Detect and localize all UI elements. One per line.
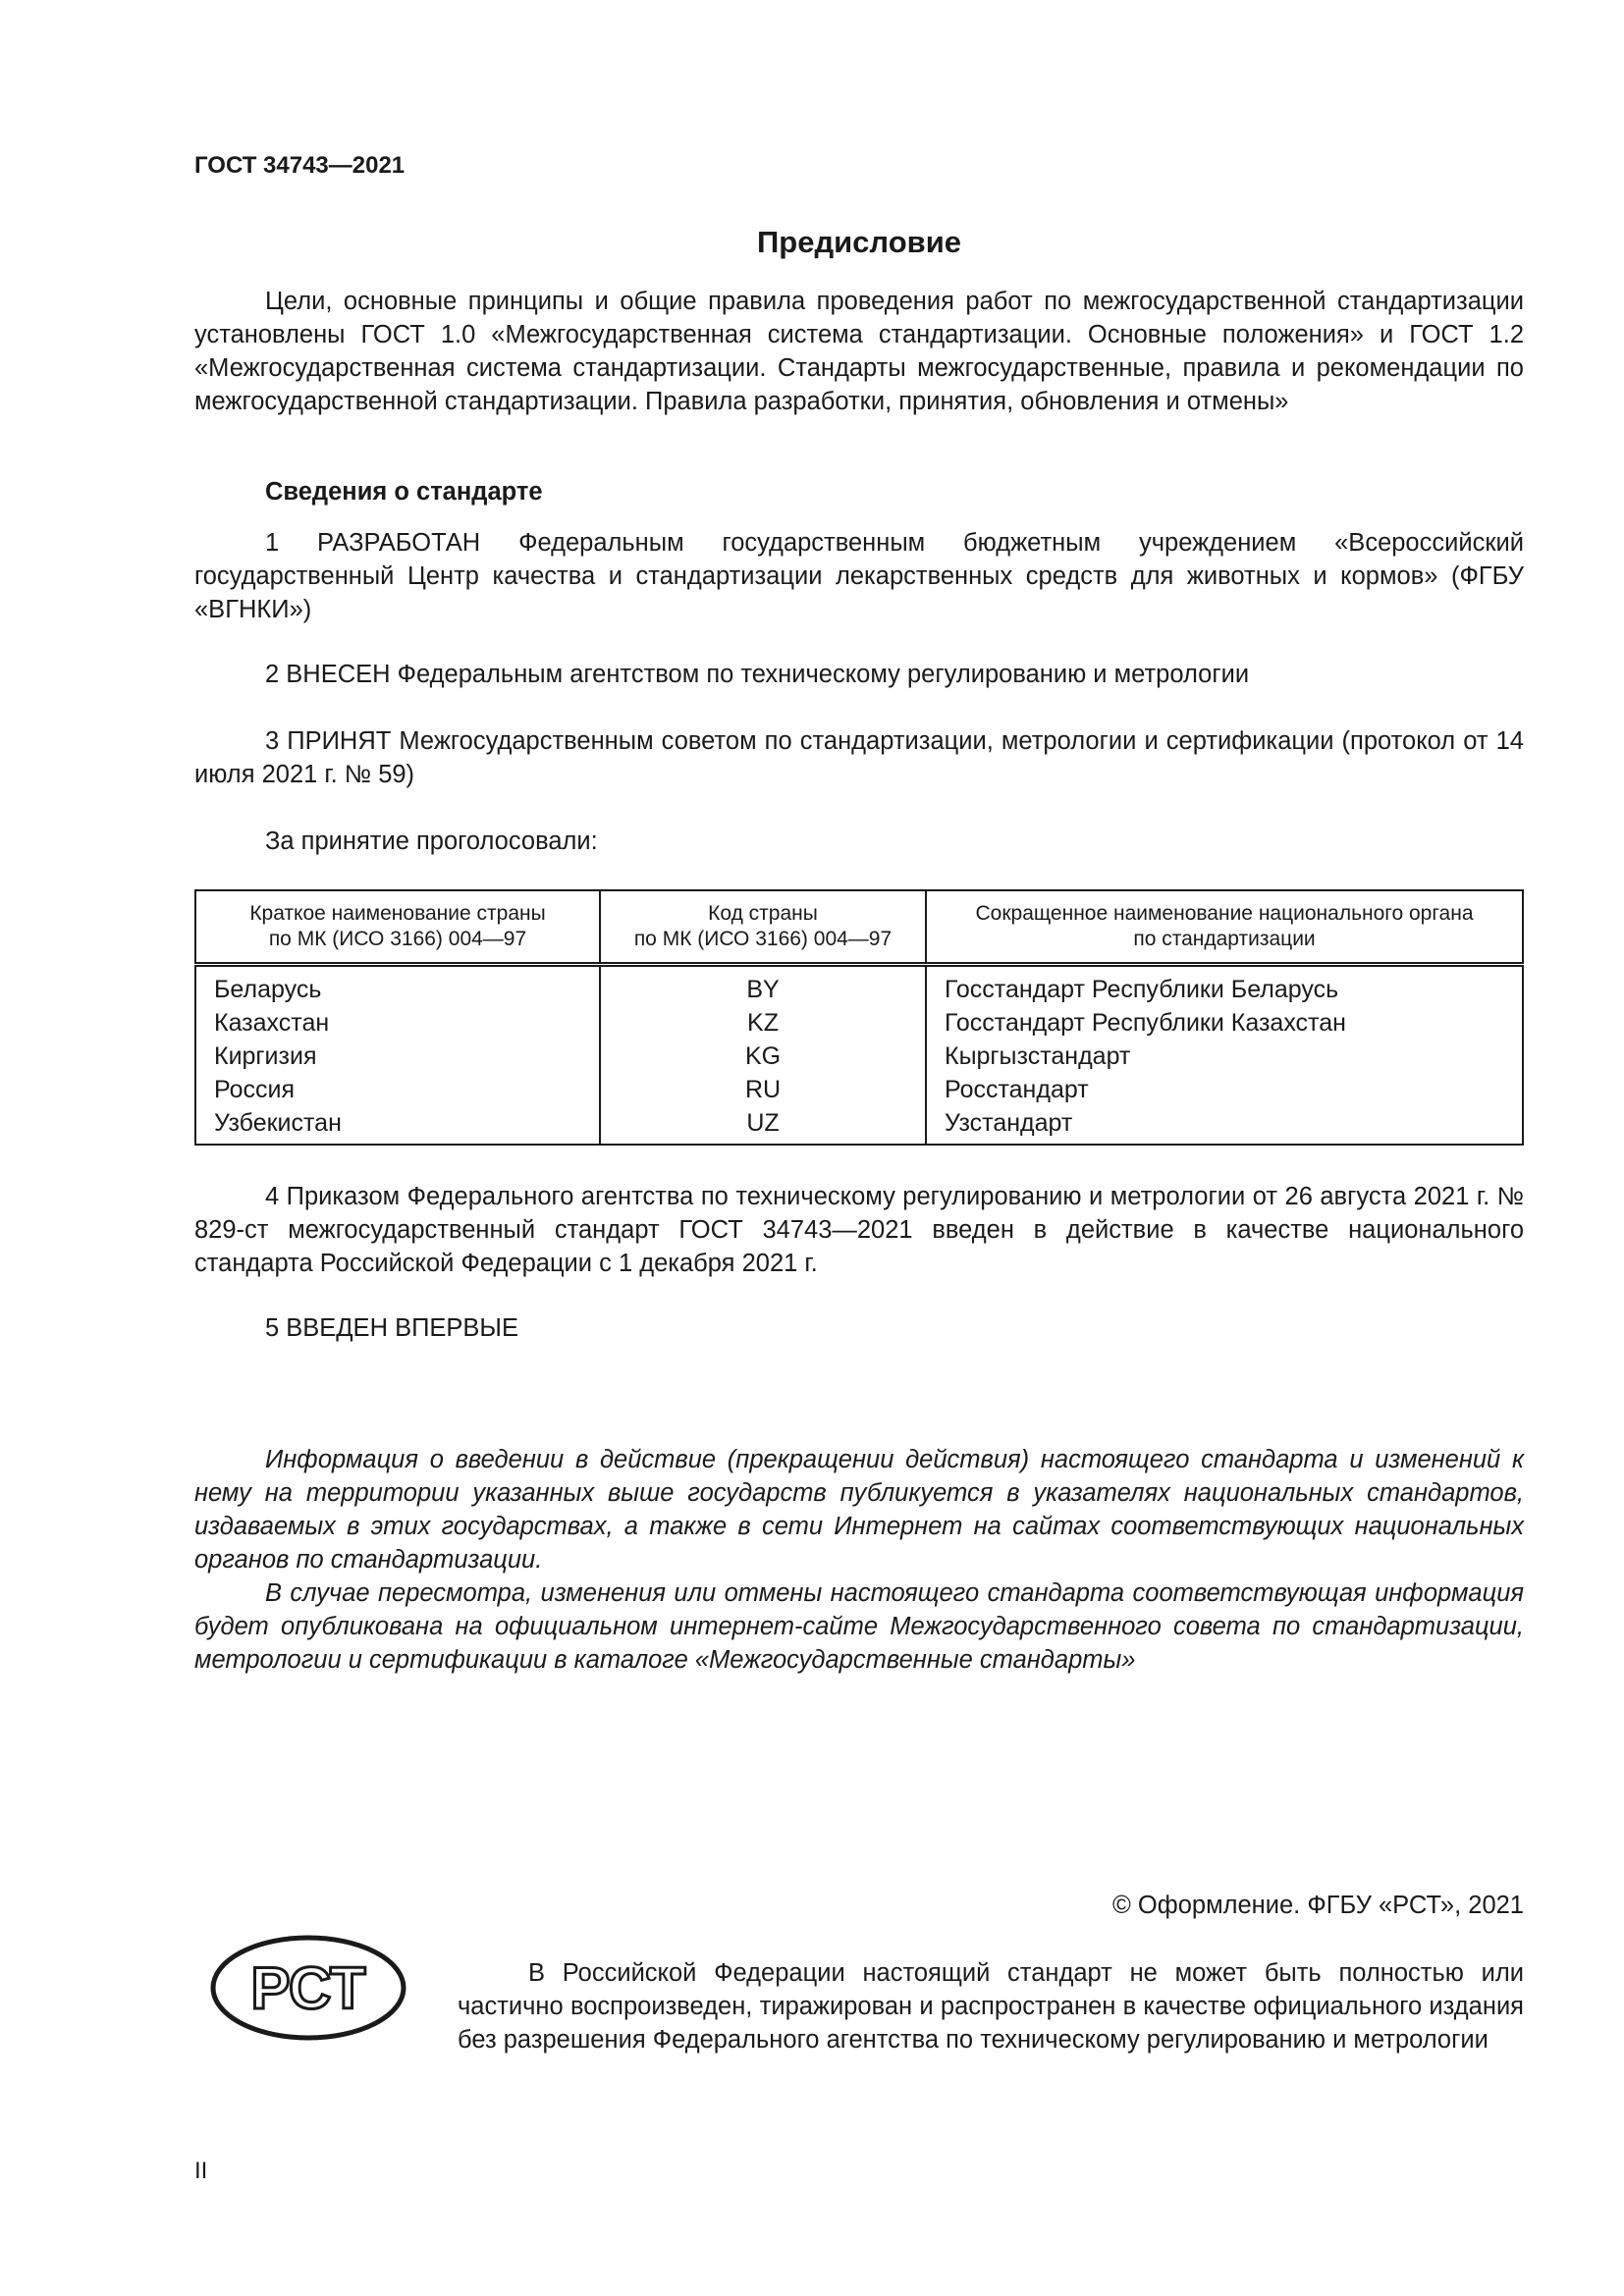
notice-paragraph-2: В случае пересмотра, изменения или отмены настоящего стандарта соответствующая информация будет опубликована на официальном интернет-сайте Межгосударственного совета по стандартизации, метрологии и сертификации в каталоге «Межгосударственные стандарты»: [194, 1579, 1524, 1674]
table-row: [195, 1006, 1523, 1040]
voted-label: За принятие проголосовали:: [265, 828, 598, 855]
column-header-organization: Сокращенное наименование национального органа по стандартизации: [926, 890, 1523, 965]
item-3: [194, 724, 1524, 791]
item-1-paragraph: 1 РАЗРАБОТАН Федеральным государственным бюджетным учреждением «Всероссийский государственный Центр качества и стандартизации лекарственных средств для животных и кормов» (ФГБУ «ВГНКИ»): [194, 529, 1524, 623]
item-4: [194, 1180, 1524, 1280]
notice-paragraph-1: Информация о введении в действие (прекращении действия) настоящего стандарта и изменений к нему на территории указанных выше государств публикуется в указателях национальных стандартов, издаваемых в этих государствах, а также в сети Интернет на сайтах соответствующих национальных органов по стандартизации.: [194, 1446, 1524, 1574]
organization-cell: Росстандарт: [926, 1073, 1523, 1106]
table-row: [195, 965, 1523, 1007]
item-2: [194, 658, 1524, 691]
code-cell: RU: [600, 1073, 926, 1106]
item-2-paragraph: 2 ВНЕСЕН Федеральным агентством по техническому регулированию и метрологии: [265, 661, 1250, 688]
table-header-row: [195, 890, 1523, 965]
document-id-header: ГОСТ 34743—2021: [194, 152, 406, 179]
country-cell: Казахстан: [195, 1006, 600, 1040]
item-5-paragraph: 5 ВВЕДЕН ВПЕРВЫЕ: [265, 1314, 519, 1342]
item-5: [194, 1311, 1524, 1345]
voting-countries-table: [194, 889, 1524, 1146]
organization-cell: Кыргызстандарт: [926, 1040, 1523, 1073]
rst-logo-graphic: [210, 1934, 406, 2042]
standard-info-heading: Сведения о стандарте: [265, 478, 543, 506]
country-cell: Беларусь: [195, 965, 600, 1007]
rst-logo-icon: [210, 1934, 406, 2051]
copyright-line: © Оформление. ФГБУ «РСТ», 2021: [1112, 1892, 1524, 1919]
standard-info-section: [194, 475, 1524, 508]
code-cell: BY: [600, 965, 926, 1007]
item-3-paragraph: 3 ПРИНЯТ Межгосударственным советом по стандартизации, метрологии и сертификации (протокол от 14 июля 2021 г. № 59): [194, 727, 1524, 788]
code-cell: KZ: [600, 1006, 926, 1040]
item-1: [194, 526, 1524, 626]
code-cell: UZ: [600, 1106, 926, 1145]
organization-cell: Узстандарт: [926, 1106, 1523, 1145]
table-row: [195, 1106, 1523, 1145]
code-cell: KG: [600, 1040, 926, 1073]
intro-paragraph: Цели, основные принципы и общие правила проведения работ по межгосударственной стандартизации установлены ГОСТ 1.0 «Межгосударственная система стандартизации. Основные положения» и ГОСТ 1.2 «Межгосударственная система стандартизации. Стандарты межгосударственные, правила и рекомендации по межгосударственной стандартизации. Правила разработки, принятия, обновления и отмены»: [194, 288, 1524, 415]
voted-label-block: [194, 825, 1524, 858]
page-number: II: [194, 2158, 208, 2184]
country-cell: Киргизия: [195, 1040, 600, 1073]
rights-paragraph: В Российской Федерации настоящий стандарт не может быть полностью или частично воспроизведен, тиражирован и распространен в качестве официального издания без разрешения Федерального агентства по техническому регулированию и метрологии: [458, 1959, 1524, 2054]
rst-logo-letters: РСТ: [250, 1955, 366, 2021]
country-cell: Узбекистан: [195, 1106, 600, 1145]
organization-cell: Госстандарт Республики Беларусь: [926, 965, 1523, 1007]
rights-notice: [458, 1956, 1524, 2056]
organization-cell: Госстандарт Республики Казахстан: [926, 1006, 1523, 1040]
column-header-code: Код страны по МК (ИСО 3166) 004—97: [600, 890, 926, 965]
notice-section: [194, 1443, 1524, 1677]
table-row: [195, 1040, 1523, 1073]
page-title: Предисловие: [756, 225, 961, 259]
intro-section: [194, 285, 1524, 418]
table-row: [195, 1073, 1523, 1106]
column-header-country: Краткое наименование страны по МК (ИСО 3166) 004—97: [195, 890, 600, 965]
country-cell: Россия: [195, 1073, 600, 1106]
item-4-paragraph: 4 Приказом Федерального агентства по техническому регулированию и метрологии от 26 августа 2021 г. № 829-ст межгосударственный стандарт ГОСТ 34743—2021 введен в действие в качестве национального стандарта Российской Федерации с 1 декабря 2021 г.: [194, 1183, 1524, 1277]
